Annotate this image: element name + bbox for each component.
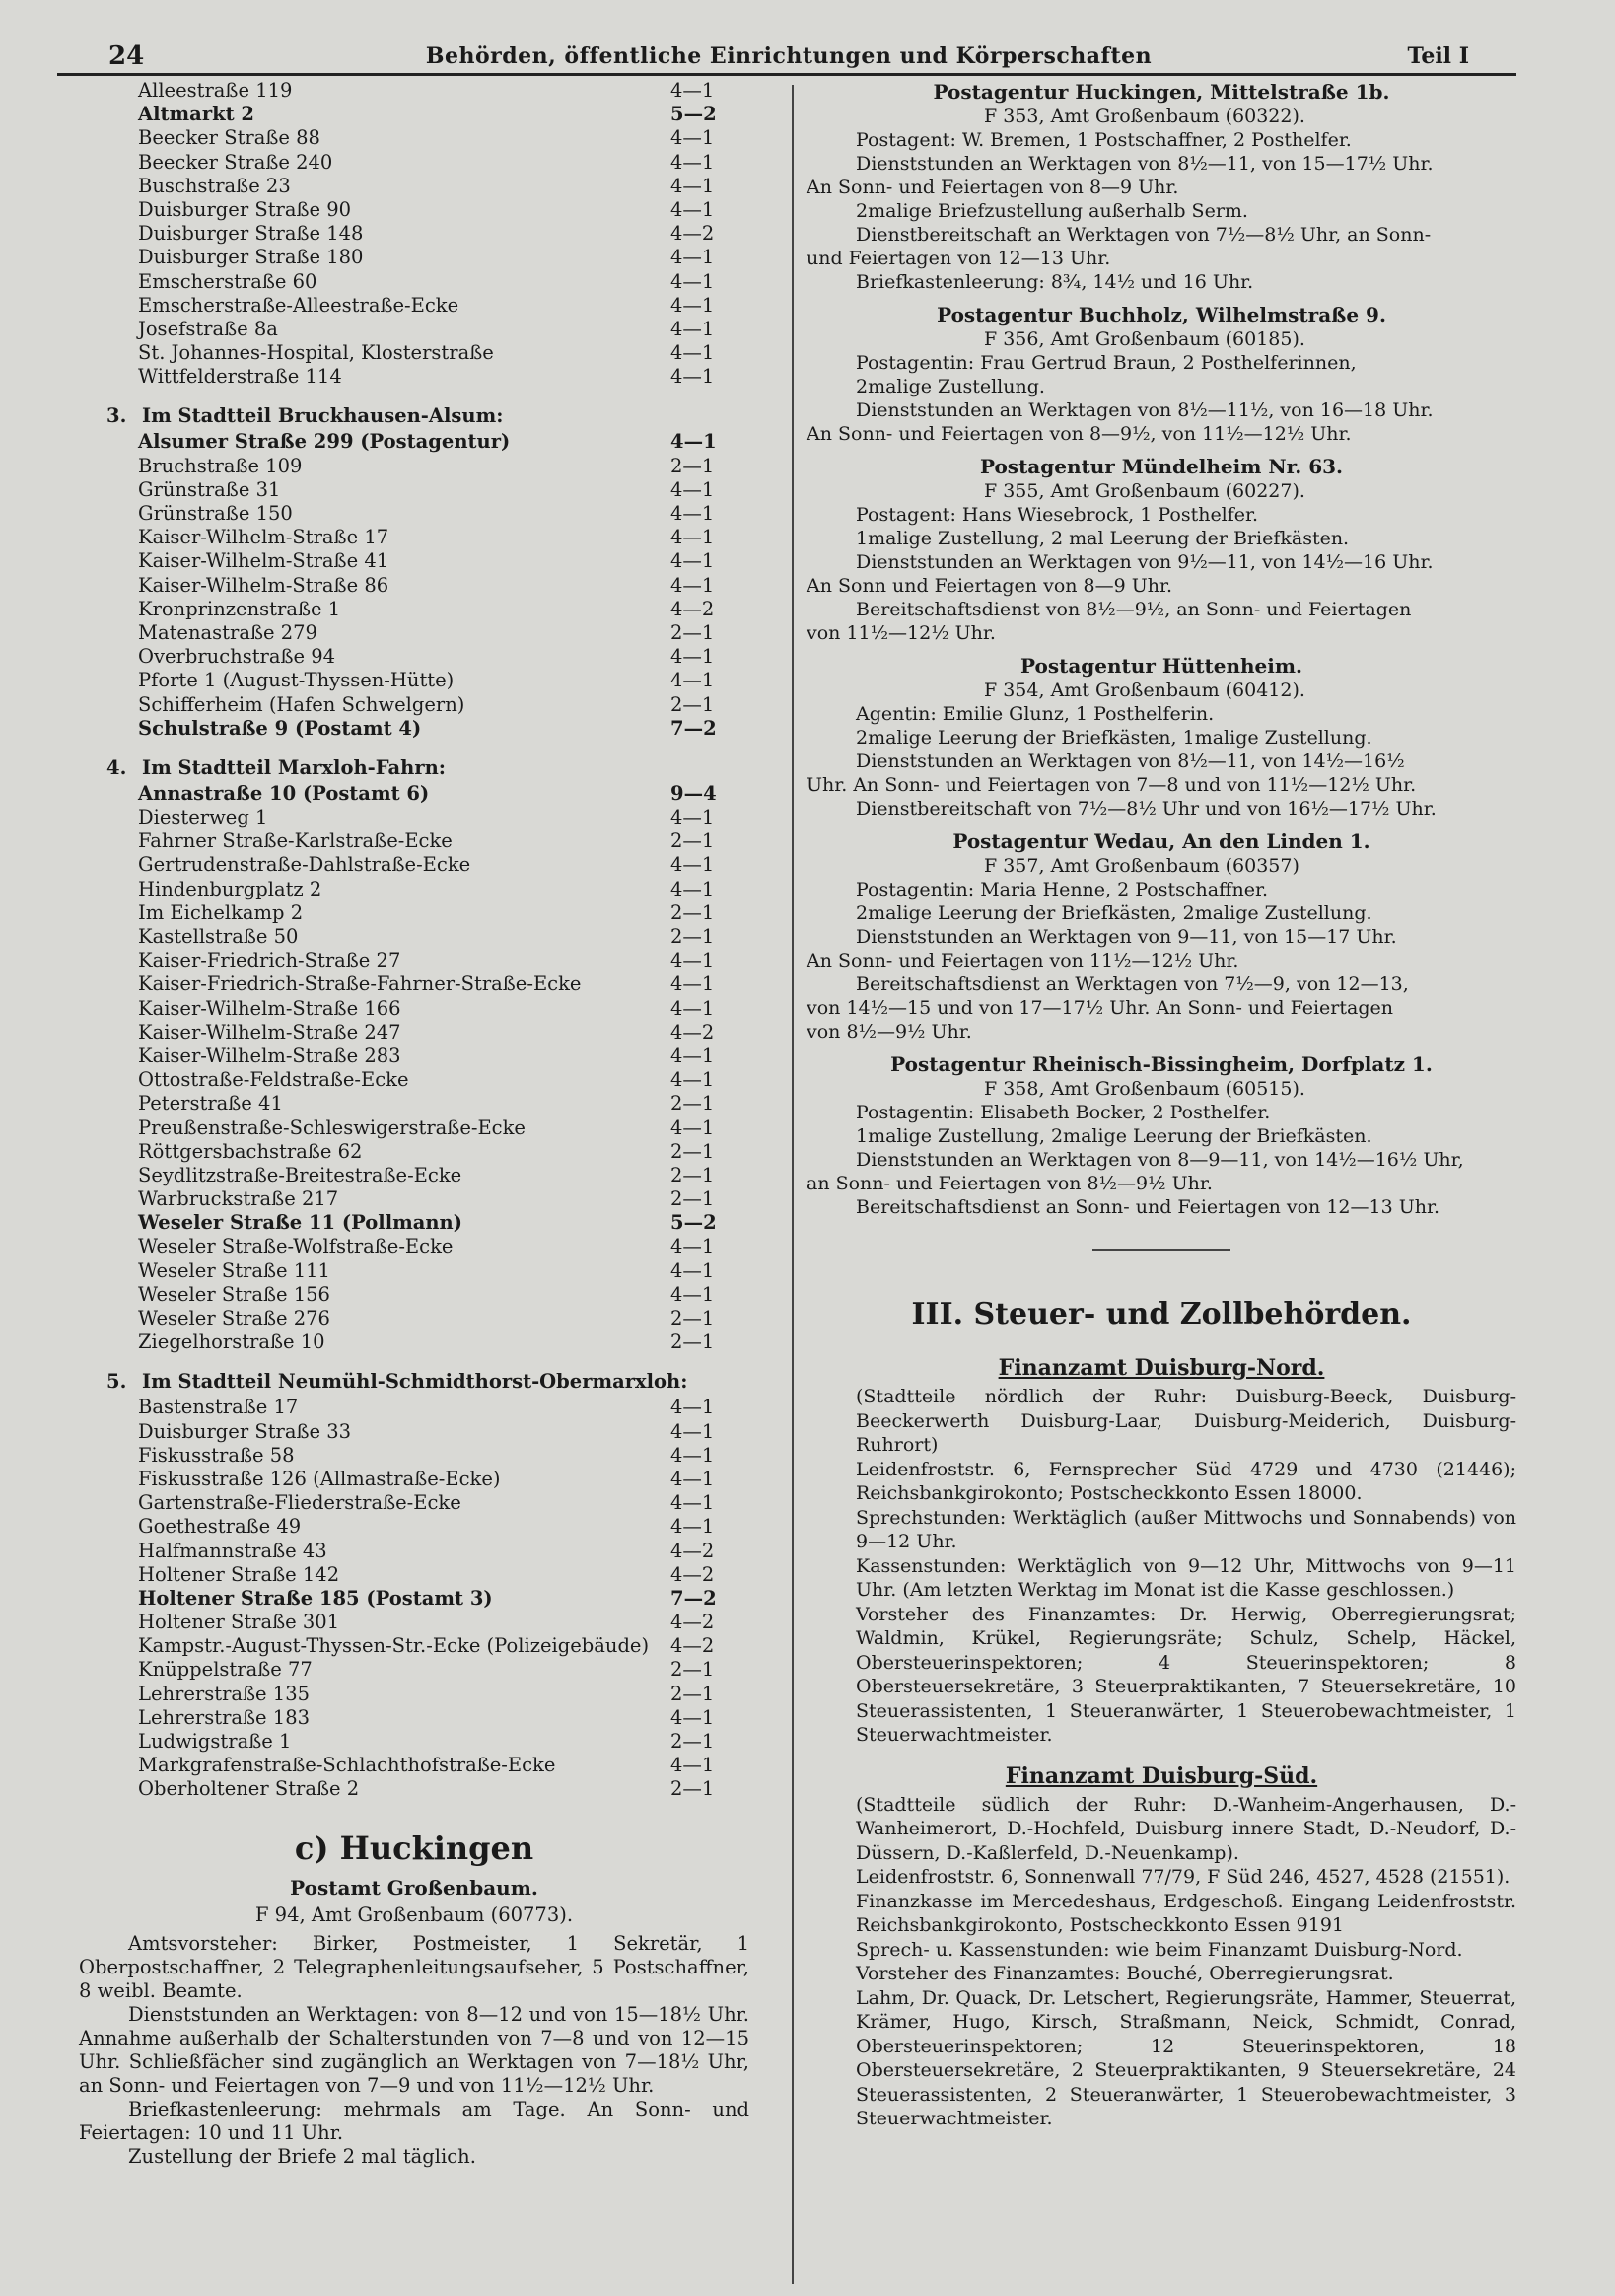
street-row [138, 972, 749, 996]
agency-line: Postagent: Hans Wiesebrock, 1 Posthelfer. [856, 504, 1259, 526]
street-name: Weseler Straße 111 [138, 1258, 330, 1282]
street-name: Bastenstraße 17 [138, 1396, 299, 1419]
street-value: 4—2 [670, 1562, 715, 1586]
street-name: Duisburger Straße 33 [138, 1419, 352, 1443]
agency-line: und Feiertagen von 12—13 Uhr. [807, 248, 1111, 269]
street-value: 4—1 [670, 430, 717, 454]
agency-line: an Sonn- und Feiertagen von 8½—9½ Uhr. [807, 1173, 1213, 1194]
street-row [138, 1044, 749, 1068]
street-list-section-3 [138, 430, 749, 740]
street-value: 2—1 [670, 1658, 715, 1682]
street-name: Grünstraße 150 [138, 502, 293, 525]
street-row [138, 878, 749, 901]
agency-line: Agentin: Emilie Glunz, 1 Posthelferin. [856, 703, 1215, 725]
street-row [138, 1420, 749, 1444]
section-3-heading: 3. Im Stadtteil Bruckhausen-Alsum: [106, 404, 504, 428]
street-row [138, 430, 749, 454]
street-row [138, 829, 749, 853]
street-row [138, 693, 749, 717]
section-separator [1092, 1249, 1230, 1251]
street-row [138, 79, 749, 103]
agency-line: Dienstbereitschaft an Werktagen von 7½—8½ Uhr, an Sonn- [856, 224, 1432, 246]
street-value: 4—1 [670, 79, 715, 102]
street-value: 7—2 [670, 1586, 717, 1610]
street-row [138, 1563, 749, 1587]
street-value: 2—1 [670, 1139, 715, 1163]
agency-phone: F 355, Amt Großenbaum (60227). [984, 480, 1305, 502]
street-value: 4—1 [670, 1515, 715, 1539]
agency-line: Dienststunden an Werktagen von 8½—11, von 15—17½ Uhr. [856, 153, 1434, 175]
street-value: 4—1 [670, 1235, 715, 1258]
agency-line: Dienststunden an Werktagen von 8—9—11, von 14½—16½ Uhr, [856, 1149, 1464, 1171]
street-list-section-4 [138, 782, 749, 1355]
street-name: Alleestraße 119 [138, 79, 293, 102]
street-value: 2—1 [670, 1307, 715, 1329]
part-label: Teil I [1407, 43, 1469, 69]
street-name: Lehrerstraße 183 [138, 1705, 311, 1729]
sued-address: Leidenfroststr. 6, Sonnenwall 77/79, F Süd 246, 4527, 4528 (21551). [856, 1866, 1510, 1888]
agency-line: An Sonn und Feiertagen von 8—9 Uhr. [807, 575, 1173, 597]
agency-line: Dienststunden an Werktagen von 9½—11, von 14½—16 Uhr. [856, 551, 1434, 573]
street-name: Kaiser-Friedrich-Straße-Fahrner-Straße-Ecke [138, 972, 582, 996]
agency-line: Dienststunden an Werktagen von 9—11, von 15—17 Uhr. [856, 926, 1397, 948]
street-value: 4—1 [670, 573, 715, 597]
street-name: Preußenstraße-Schleswigerstraße-Ecke [138, 1115, 526, 1139]
street-row [138, 175, 749, 198]
street-row [138, 901, 749, 925]
street-value: 2—1 [670, 1092, 715, 1115]
street-name: Duisburger Straße 148 [138, 222, 364, 246]
street-name: Beecker Straße 240 [138, 150, 333, 174]
street-value: 4—1 [670, 526, 715, 549]
agency-line: 1malige Zustellung, 2 mal Leerung der Briefkästen. [856, 528, 1350, 549]
street-row [138, 1307, 749, 1330]
street-value: 4—1 [670, 1396, 715, 1419]
street-row [138, 1540, 749, 1563]
street-value: 2—1 [670, 454, 715, 477]
street-row [138, 1706, 749, 1730]
street-value: 4—1 [670, 1068, 715, 1092]
sued-cash-office: Finanzkasse im Mercedeshaus, Erdgeschoß. Eingang Leidenfroststr. Reichsbankgirokonto, Postscheckkonto Essen 9191 [856, 1890, 1516, 1936]
street-value: 4—2 [670, 1611, 715, 1634]
street-name: Weseler Straße 156 [138, 1282, 330, 1306]
street-name: Warbruckstraße 217 [138, 1187, 339, 1211]
agency-line: Postagentin: Frau Gertrud Braun, 2 Posthelferinnen, [856, 352, 1357, 374]
street-name: Fiskusstraße 126 (Allmastraße-Ecke) [138, 1467, 501, 1490]
street-name: Bruchstraße 109 [138, 454, 303, 477]
nord-districts: (Stadtteile nördlich der Ruhr: Duisburg-Beeck, Duisburg-Beeckerwerth Duisburg-Laar, Duisburg-Meiderich, Duisburg-Ruhrort) [856, 1386, 1516, 1456]
street-row [138, 365, 749, 389]
street-row [138, 574, 749, 598]
street-value: 4—1 [670, 996, 715, 1020]
street-value: 4—2 [670, 1634, 715, 1658]
agency-line: Dienstbereitschaft von 7½—8½ Uhr und von 16½—17½ Uhr. [856, 798, 1437, 820]
agency-title: Postagentur Huckingen, Mittelstraße 1b. [933, 80, 1390, 104]
street-name: Kaiser-Wilhelm-Straße 41 [138, 549, 389, 573]
street-list-section-5 [138, 1396, 749, 1801]
street-name: Grünstraße 31 [138, 477, 281, 501]
street-name: Kaiser-Wilhelm-Straße 86 [138, 573, 389, 597]
street-row [138, 1330, 749, 1354]
street-value: 4—1 [670, 246, 715, 269]
street-row [138, 318, 749, 341]
street-name: Markgrafenstraße-Schlachthofstraße-Ecke [138, 1754, 556, 1777]
street-row [138, 1259, 749, 1283]
street-name: Pforte 1 (August-Thyssen-Hütte) [138, 669, 455, 692]
street-value: 4—1 [670, 477, 715, 501]
finanzamt-nord-title: Finanzamt Duisburg-Nord. [998, 1355, 1325, 1381]
agency-line: Postagentin: Maria Henne, 2 Postschaffner. [856, 879, 1269, 900]
street-name: Knüppelstraße 77 [138, 1658, 313, 1682]
street-row [138, 806, 749, 829]
finanzamt-nord-body [807, 1385, 1516, 1748]
agency-phone: F 353, Amt Großenbaum (60322). [984, 106, 1305, 127]
street-value: 4—1 [670, 269, 715, 293]
street-name: St. Johannes-Hospital, Klosterstraße [138, 341, 494, 365]
street-name: Röttgersbachstraße 62 [138, 1139, 363, 1163]
finanzamt-sued-title: Finanzamt Duisburg-Süd. [1005, 1762, 1318, 1789]
street-name: Ludwigstraße 1 [138, 1730, 292, 1753]
street-value: 4—1 [670, 949, 715, 972]
left-column [79, 79, 749, 2169]
street-row [138, 1634, 749, 1658]
street-value: 4—2 [670, 222, 715, 246]
agency-line: Uhr. An Sonn- und Feiertagen von 7—8 und von 11½—12½ Uhr. [807, 774, 1417, 796]
agency-line: An Sonn- und Feiertagen von 8—9½, von 11½—12½ Uhr. [807, 423, 1352, 445]
street-value: 2—1 [670, 1777, 715, 1801]
nord-cash-hours: Kassenstunden: Werktäglich von 9—12 Uhr, Mittwochs von 9—11 Uhr. (Am letzten Werktag im Monat ist die Kasse geschlossen.) [856, 1554, 1516, 1601]
agency-line: Briefkastenleerung: 8¾, 14½ und 16 Uhr. [856, 271, 1254, 293]
agency-line: An Sonn- und Feiertagen von 11½—12½ Uhr. [807, 950, 1239, 971]
street-value: 4—1 [670, 293, 715, 317]
street-row [138, 1491, 749, 1515]
agency-entry [807, 653, 1516, 821]
agency-line: von 8½—9½ Uhr. [807, 1021, 972, 1042]
street-row [138, 1683, 749, 1706]
agency-title: Postagentur Mündelheim Nr. 63. [979, 455, 1344, 478]
street-row [138, 103, 749, 126]
street-row [138, 669, 749, 692]
postamt-staff: Amtsvorsteher: Birker, Postmeister, 1 Sekretär, 1 Oberpostschaffner, 2 Telegraphenleitungsaufseher, 5 Postschaffner, 8 weibl. Beamte. [79, 1931, 749, 2002]
street-row [138, 925, 749, 949]
street-row [138, 341, 749, 365]
street-value: 4—2 [670, 1539, 715, 1562]
street-row [138, 1211, 749, 1235]
street-value: 4—1 [670, 1419, 715, 1443]
street-name: Schifferheim (Hafen Schwelgern) [138, 692, 465, 716]
street-row [138, 1611, 749, 1634]
agency-line: 2malige Leerung der Briefkästen, 2malige Zustellung. [856, 902, 1372, 924]
agency-phone: F 358, Amt Großenbaum (60515). [984, 1078, 1305, 1100]
agency-line: 1malige Zustellung, 2malige Leerung der Briefkästen. [856, 1125, 1372, 1147]
postamt-hours: Dienststunden an Werktagen: von 8—12 und von 15—18½ Uhr. Annahme außerhalb der Schalterstunden von 7—8 und von 12—15 Uhr. Schließfächer sind zugänglich an Werktagen von 7—18½ Uhr, an Sonn- und Feiertagen von 7—9 und von 11½—12½ Uhr. [79, 2002, 749, 2097]
street-row [138, 717, 749, 741]
street-value: 4—1 [670, 1443, 715, 1467]
street-name: Schulstraße 9 (Postamt 4) [138, 716, 422, 740]
agency-line: von 14½—15 und von 17—17½ Uhr. An Sonn- und Feiertagen [807, 997, 1393, 1019]
postamt-delivery: Zustellung der Briefe 2 mal täglich. [128, 2144, 476, 2168]
agency-line: Dienststunden an Werktagen von 8½—11½, von 16—18 Uhr. [856, 399, 1434, 421]
street-value: 4—1 [670, 972, 715, 996]
street-name: Duisburger Straße 90 [138, 197, 352, 221]
street-value: 2—1 [670, 1187, 715, 1211]
street-row [138, 1587, 749, 1611]
agency-line: Postagent: W. Bremen, 1 Postschaffner, 2 Posthelfer. [856, 129, 1352, 151]
sued-head: Vorsteher des Finanzamtes: Bouché, Oberregierungsrat. [856, 1963, 1394, 1984]
street-row [138, 246, 749, 269]
street-value: 2—1 [670, 925, 715, 948]
sued-hours: Sprech- u. Kassenstunden: wie beim Finanzamt Duisburg-Nord. [856, 1938, 1463, 1961]
running-title: Behörden, öffentliche Einrichtungen und Körperschaften [425, 43, 1153, 69]
section-5-heading: 5. Im Stadtteil Neumühl-Schmidthorst-Obermarxloh: [106, 1370, 688, 1394]
street-row [138, 1140, 749, 1164]
agency-line: Bereitschaftsdienst an Sonn- und Feiertagen von 12—13 Uhr. [856, 1196, 1439, 1218]
agency-entry [807, 1051, 1516, 1219]
street-name: Lehrerstraße 135 [138, 1682, 311, 1705]
section-iii-heading: III. Steuer- und Zollbehörden. [911, 1297, 1412, 1331]
street-value: 4—1 [670, 197, 715, 221]
street-value: 2—1 [670, 1730, 715, 1753]
street-row [138, 1164, 749, 1187]
agency-line: An Sonn- und Feiertagen von 8—9 Uhr. [807, 177, 1179, 198]
nord-address: Leidenfroststr. 6, Fernsprecher Süd 4729 und 4730 (21446); Reichsbankgirokonto; Postscheckkonto Essen 18000. [856, 1458, 1516, 1504]
street-row [138, 598, 749, 621]
street-name: Fahrner Straße-Karlstraße-Ecke [138, 829, 453, 853]
street-value: 4—1 [670, 1115, 715, 1139]
street-name: Kaiser-Friedrich-Straße 27 [138, 949, 401, 972]
street-list-top [138, 79, 749, 389]
street-name: Beecker Straße 88 [138, 126, 320, 150]
sued-staff: Lahm, Dr. Quack, Dr. Letschert, Regierungsräte, Hammer, Steuerrat, Krämer, Hugo, Kirsch, Straßmann, Neick, Schmidt, Conrad, Obersteuerinspektoren; 12 Steuerinspektoren, 18 Obersteuersekretäre, 2 Steuerpraktikanten, 9 Steuersekretäre, 24 Steuerassistenten, 2 Steueranwärter, 1 Steuerobewachtmeister, 3 Steuerwachtmeister. [856, 1986, 1516, 2129]
street-row [138, 1396, 749, 1419]
street-value: 4—1 [670, 365, 715, 389]
right-column [807, 79, 1516, 2131]
street-value: 4—1 [670, 877, 715, 900]
nord-staff: Vorsteher des Finanzamtes: Dr. Herwig, Oberregierungsrat; Waldmin, Krükel, Regierungsräte; Schulz, Schelp, Häckel, Obersteuerinspektoren; 4 Steuerinspektoren; 8 Obersteuersekretäre, 3 Steuerpraktikanten, 7 Steuersekretäre, 10 Steuerassistenten, 1 Steueranwärter, 1 Steuerobewachtmeister, 1 Steuerwachtmeister. [856, 1603, 1516, 1746]
street-value: 5—2 [670, 1211, 717, 1235]
street-row [138, 997, 749, 1021]
street-name: Fiskusstraße 58 [138, 1443, 295, 1467]
street-name: Gertrudenstraße-Dahlstraße-Ecke [138, 853, 471, 877]
street-value: 4—1 [670, 853, 715, 877]
agency-title: Postagentur Wedau, An den Linden 1. [952, 829, 1370, 853]
street-value: 4—2 [670, 597, 715, 620]
agency-line: Postagentin: Elisabeth Bocker, 2 Posthelfer. [856, 1102, 1271, 1123]
street-row [138, 853, 749, 877]
agency-line: 2malige Zustellung. [856, 376, 1045, 397]
street-row [138, 1187, 749, 1211]
street-value: 4—2 [670, 1020, 715, 1043]
agency-title: Postagentur Hüttenheim. [1020, 654, 1302, 678]
street-name: Kaiser-Wilhelm-Straße 166 [138, 996, 401, 1020]
huckingen-section [79, 1824, 749, 2169]
postamt-title: Postamt Großenbaum. [290, 1875, 538, 1900]
street-value: 2—1 [670, 900, 715, 924]
street-name: Matenastraße 279 [138, 620, 317, 644]
header-rule [57, 73, 1516, 76]
street-name: Kastellstraße 50 [138, 925, 299, 948]
agency-line: 2malige Leerung der Briefkästen, 1malige Zustellung. [856, 727, 1372, 749]
street-value: 2—1 [670, 620, 715, 644]
street-name: Kaiser-Wilhelm-Straße 17 [138, 526, 389, 549]
street-name: Josefstraße 8a [138, 317, 278, 340]
street-value: 2—1 [670, 829, 715, 853]
street-row [138, 294, 749, 318]
street-name: Seydlitzstraße-Breitestraße-Ecke [138, 1163, 462, 1186]
street-row [138, 126, 749, 150]
street-row [138, 1658, 749, 1682]
street-row [138, 502, 749, 526]
page-number: 24 [108, 41, 145, 71]
street-row [138, 621, 749, 645]
agency-phone: F 357, Amt Großenbaum (60357) [984, 855, 1299, 877]
street-value: 4—1 [670, 669, 715, 692]
street-value: 4—1 [670, 502, 715, 525]
street-name: Goethestraße 49 [138, 1515, 302, 1539]
agency-line: von 11½—12½ Uhr. [807, 622, 996, 644]
huckingen-heading: c) Huckingen [294, 1829, 534, 1867]
street-value: 9—4 [670, 781, 717, 805]
street-name: Holtener Straße 301 [138, 1611, 340, 1634]
street-value: 4—1 [670, 150, 715, 174]
street-row [138, 1283, 749, 1307]
street-value: 7—2 [670, 716, 717, 740]
agency-line: 2malige Briefzustellung außerhalb Serm. [856, 200, 1248, 222]
agency-entry [807, 828, 1516, 1043]
street-row [138, 549, 749, 573]
street-name: Emscherstraße-Alleestraße-Ecke [138, 293, 459, 317]
postamt-details [79, 1932, 749, 2169]
street-name: Hindenburgplatz 2 [138, 877, 322, 900]
street-row [138, 1730, 749, 1754]
agency-phone: F 354, Amt Großenbaum (60412). [984, 680, 1305, 701]
agency-list [807, 79, 1516, 1219]
street-value: 4—1 [670, 126, 715, 150]
agency-title: Postagentur Buchholz, Wilhelmstraße 9. [937, 303, 1386, 326]
street-row [138, 526, 749, 549]
street-value: 4—1 [670, 341, 715, 365]
street-row [138, 1515, 749, 1539]
street-name: Holtener Straße 142 [138, 1562, 340, 1586]
street-row [138, 1235, 749, 1258]
street-name: Wittfelderstraße 114 [138, 365, 342, 389]
street-name: Gartenstraße-Fliederstraße-Ecke [138, 1491, 461, 1515]
street-value: 4—1 [670, 806, 715, 829]
street-name: Holtener Straße 185 (Postamt 3) [138, 1586, 493, 1610]
street-name: Emscherstraße 60 [138, 269, 317, 293]
sued-districts: (Stadtteile südlich der Ruhr: D.-Wanheim-Angerhausen, D.-Wanheimerort, D.-Hochfeld, Duisburg innere Stadt, D.-Neudorf, D.-Düssern, D.-Kaßlerfeld, D.-Neuenkamp). [856, 1793, 1516, 1864]
street-value: 2—1 [670, 692, 715, 716]
street-name: Weseler Straße-Wolfstraße-Ecke [138, 1235, 454, 1258]
street-value: 4—1 [670, 549, 715, 573]
agency-line: Bereitschaftsdienst von 8½—9½, an Sonn- und Feiertagen [856, 599, 1412, 620]
street-value: 2—1 [670, 1330, 715, 1354]
column-divider [792, 85, 794, 2284]
agency-entry [807, 79, 1516, 294]
street-row [138, 1468, 749, 1491]
street-row [138, 270, 749, 294]
street-name: Kronprinzenstraße 1 [138, 597, 341, 620]
street-value: 4—1 [670, 174, 715, 197]
street-row [138, 949, 749, 972]
street-name: Kaiser-Wilhelm-Straße 283 [138, 1043, 401, 1067]
street-name: Im Eichelkamp 2 [138, 900, 304, 924]
street-name: Halfmannstraße 43 [138, 1539, 327, 1562]
street-row [138, 198, 749, 222]
nord-office-hours: Sprechstunden: Werktäglich (außer Mittwochs und Sonnabends) von 9—12 Uhr. [856, 1506, 1516, 1552]
street-name: Ziegelhorstraße 10 [138, 1330, 325, 1354]
street-row [138, 222, 749, 246]
street-name: Oberholtener Straße 2 [138, 1777, 360, 1801]
agency-line: Bereitschaftsdienst an Werktagen von 7½—9, von 12—13, [856, 973, 1409, 995]
street-value: 2—1 [670, 1163, 715, 1186]
street-row [138, 1444, 749, 1468]
street-value: 4—1 [670, 1491, 715, 1515]
street-value: 2—1 [670, 1682, 715, 1705]
postamt-phone: F 94, Amt Großenbaum (60773). [254, 1902, 574, 1926]
street-name: Annastraße 10 (Postamt 6) [138, 781, 430, 805]
section-4-heading: 4. Im Stadtteil Marxloh-Fahrn: [106, 755, 446, 779]
agency-phone: F 356, Amt Großenbaum (60185). [984, 328, 1305, 350]
street-value: 4—1 [670, 317, 715, 340]
street-row [138, 645, 749, 669]
street-name: Alsumer Straße 299 (Postagentur) [138, 430, 511, 454]
street-row [138, 782, 749, 806]
street-name: Altmarkt 2 [138, 103, 254, 126]
agency-line: Dienststunden an Werktagen von 8½—11, von 14½—16½ [856, 751, 1405, 772]
street-name: Diesterweg 1 [138, 806, 268, 829]
street-row [138, 1116, 749, 1140]
street-row [138, 1754, 749, 1777]
street-row [138, 1777, 749, 1801]
street-name: Overbruchstraße 94 [138, 645, 336, 669]
street-row [138, 478, 749, 502]
street-value: 4—1 [670, 1754, 715, 1777]
street-name: Weseler Straße 11 (Pollmann) [138, 1211, 462, 1235]
agency-title: Postagentur Rheinisch-Bissingheim, Dorfplatz 1. [890, 1052, 1433, 1076]
street-value: 4—1 [670, 1705, 715, 1729]
street-name: Duisburger Straße 180 [138, 246, 364, 269]
street-value: 4—1 [670, 1043, 715, 1067]
postamt-mailbox: Briefkastenleerung: mehrmals am Tage. An Sonn- und Feiertagen: 10 und 11 Uhr. [79, 2097, 749, 2144]
finanzamt-sued-body [807, 1793, 1516, 2131]
street-value: 4—1 [670, 645, 715, 669]
street-name: Buschstraße 23 [138, 174, 291, 197]
street-value: 5—2 [670, 103, 717, 126]
street-name: Kampstr.-August-Thyssen-Str.-Ecke (Polizeigebäude) [138, 1634, 650, 1658]
street-name: Kaiser-Wilhelm-Straße 247 [138, 1020, 401, 1043]
street-row [138, 151, 749, 175]
agency-entry [807, 302, 1516, 446]
agency-entry [807, 454, 1516, 645]
street-row [138, 1021, 749, 1044]
street-name: Ottostraße-Feldstraße-Ecke [138, 1068, 409, 1092]
street-row [138, 1092, 749, 1115]
street-value: 4—1 [670, 1467, 715, 1490]
street-value: 4—1 [670, 1282, 715, 1306]
street-value: 4—1 [670, 1258, 715, 1282]
street-row [138, 455, 749, 478]
street-row [138, 1068, 749, 1092]
street-name: Peterstraße 41 [138, 1092, 283, 1115]
street-name: Weseler Straße 276 [138, 1307, 330, 1329]
